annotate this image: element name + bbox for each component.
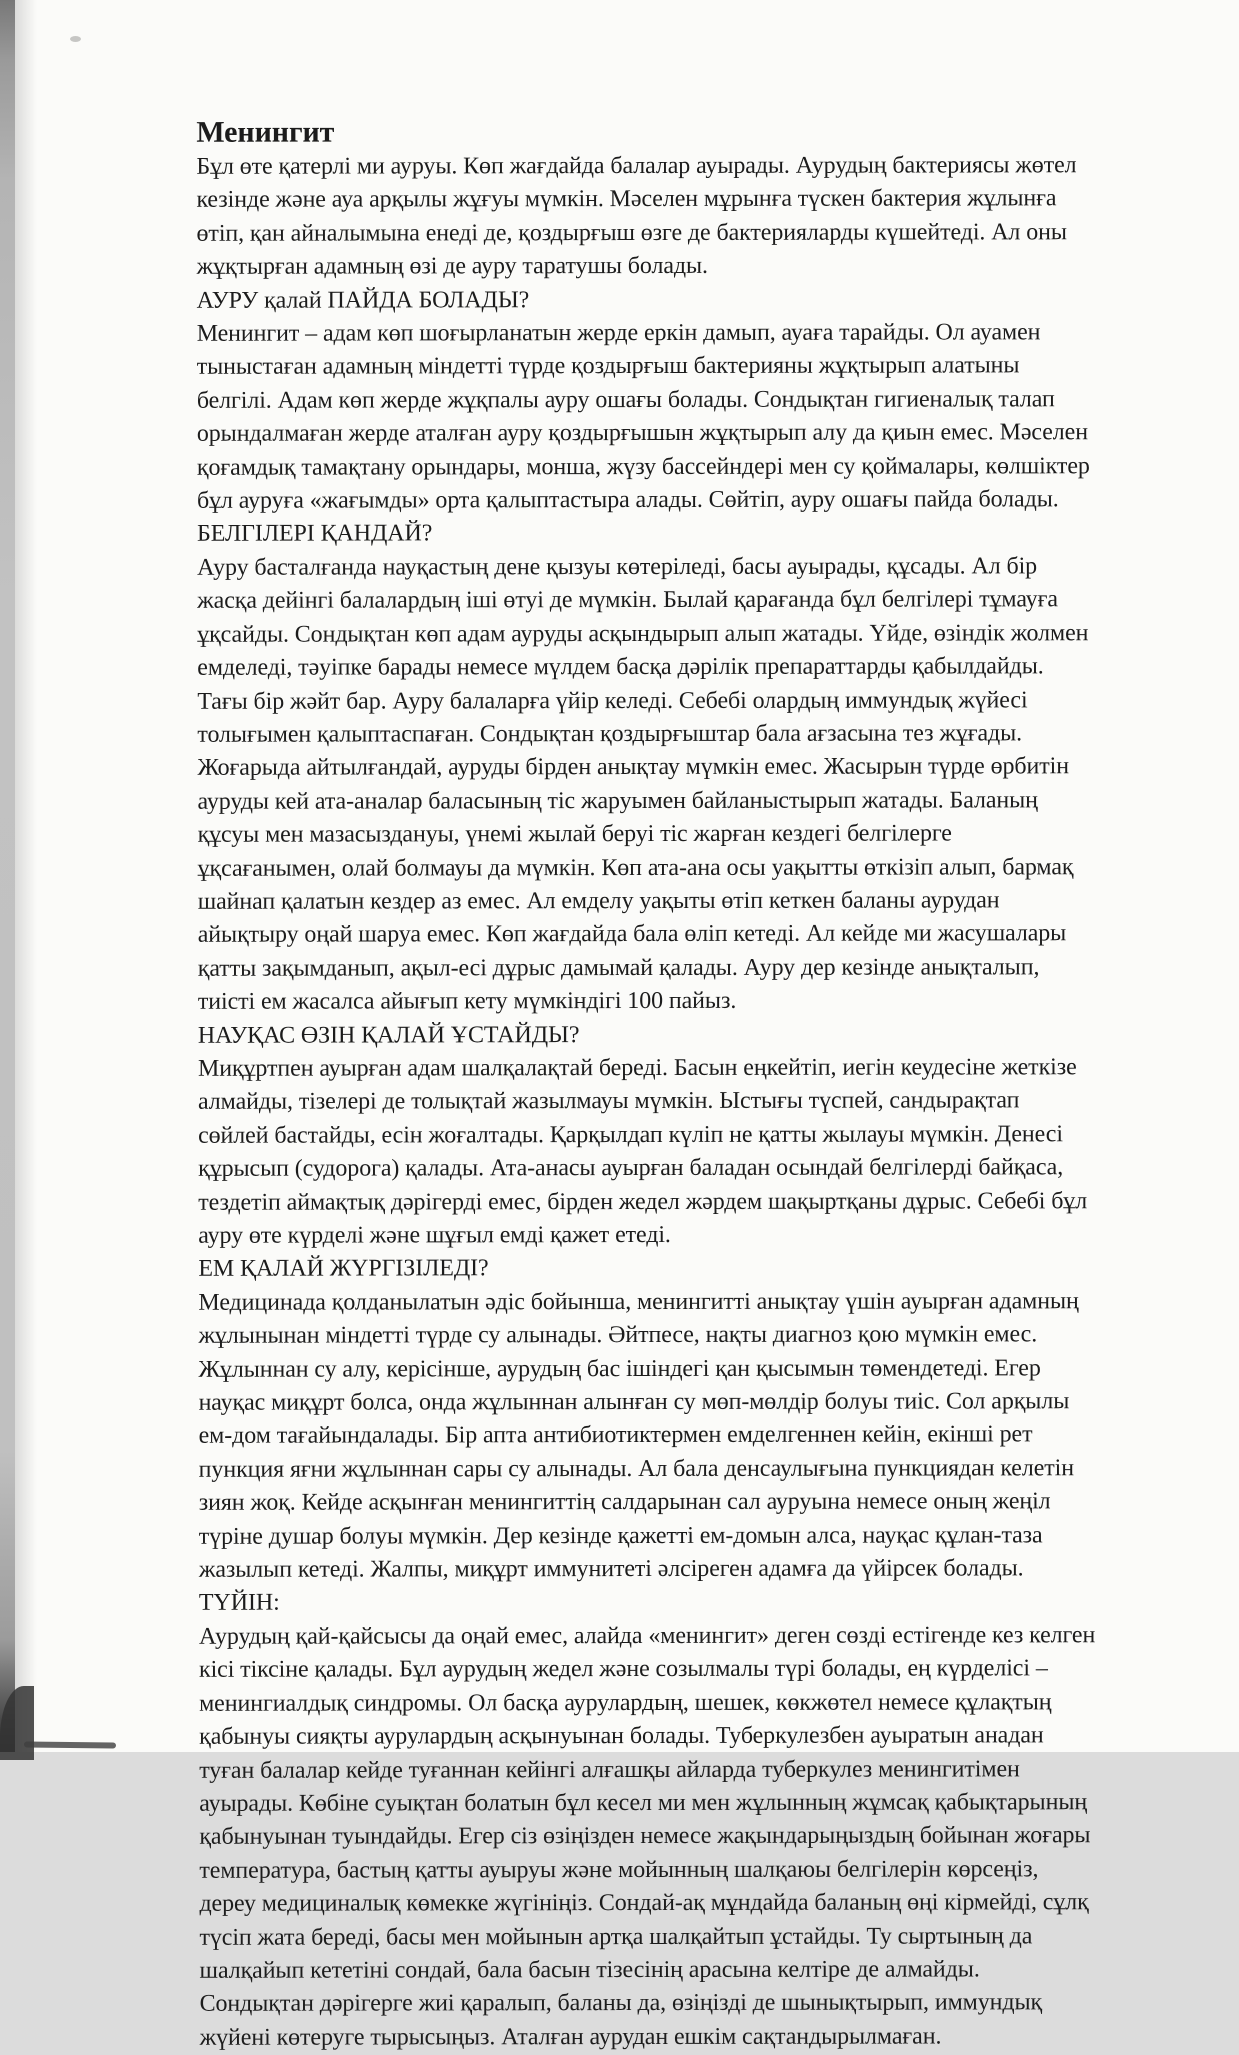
- section-heading: ТҮЙІН:: [198, 1590, 280, 1617]
- section-heading: НАУҚАС ӨЗІН ҚАЛАЙ ҰСТАЙДЫ?: [197, 1021, 580, 1049]
- document-title: Менингит: [196, 115, 335, 149]
- scan-edge-fade: [15, 0, 37, 1752]
- section-body: Медицинада қолданылатын әдіс бойынша, менингитті анықтау үшін ауырған адамның жұлынынан міндетті түрде су алынады. Әйтпесе, нақты диагноз қою мүмкін емес. Жұлыннан су алу, керісінше, аурудың бас ішіндегі қан қысымын төмендетеді. Егер науқас миқұрт болса, онда жұлыннан алынған су мөп-мөлдір болуы тиіс. Сол арқылы ем-дом тағайындалады. Бір апта антибиотиктермен емделгеннен кейін, екінші рет пункция яғни жұлыннан сары су алынады. Ал бала денсаулығына пункциядан келетін зиян жоқ. Кейде асқынған менингиттің салдарынан сал ауруына немесе оның жеңіл түріне душар болуы мүмкін. Дер кезінде қажетті ем-домын алса, науқас құлан-таза жазылып кетеді. Жалпы, миқұрт иммунитеті әлсіреген адамға да үйірсек болады.: [198, 1288, 1079, 1583]
- section-heading: БЕЛГІЛЕРІ ҚАНДАЙ?: [197, 520, 433, 548]
- document-sections: [196, 149, 1096, 2055]
- scan-speck: [70, 36, 81, 42]
- scan-bottom-mark: [24, 1742, 116, 1749]
- section-body: Бұл өте қатерлі ми ауруы. Көп жағдайда балалар ауырады. Аурудың бактериясы жөтел кезінде және ауа арқылы жұғуы мүмкін. Мәселен мұрынға түскен бактерия жұлынға өтіп, қан айналымына енеді де, қоздырғыш өзге де бактерияларды күшейтеді. Ал оны жұқтырған адамның өзі де ауру таратушы болады.: [196, 152, 1077, 281]
- section-heading: АУРУ қалай ПАЙДА БОЛАДЫ?: [196, 286, 530, 314]
- section-body: Миқұртпен ауырған адам шалқалақтай береді. Басын еңкейтіп, иегін кеудесіне жеткізе алмайды, тізелері де толықтай жазылмауы мүмкін. Ыстығы түспей, сандырақтап сөйлей бастайды, есін жоғалтады. Қарқылдап күліп не қатты жылауы мүмкін. Денесі құрысып (судорога) қалады. Ата-анасы ауырған баладан осындай белгілерді байқаса, тездетіп аймақтық дәрігерді емес, бірден жедел жәрдем шақыртқаны дұрыс. Себебі бұл ауру өте күрделі және шұғыл емді қажет етеді.: [197, 1054, 1088, 1249]
- section-heading: ЕМ ҚАЛАЙ ЖҮРГІЗІЛЕДІ?: [198, 1255, 489, 1283]
- document-text-block: [196, 113, 1096, 2055]
- section-body: Ауру басталғанда науқастың дене қызуы көтеріледі, басы ауырады, құсады. Ал бір жасқа дейінгі балалардың іші өтуі де мүмкін. Былай қарағанда бұл белгілері тұмауға ұқсайды. Сондықтан көп адам ауруды асқындырып алып жатады. Үйде, өзіндік жолмен емделеді, тәуіпке барады немесе мүлдем басқа дәрілік препараттарды қабылдайды. Тағы бір жәйт бар. Ауру балаларға үйір келеді. Себебі олардың иммундық жүйесі толығымен қалыптаспаған. Сондықтан қоздырғыштар бала ағзасына тез жұғады. Жоғарыда айтылғандай, ауруды бірден анықтау мүмкін емес. Жасырын түрде өрбитін ауруды кей ата-аналар баласының тіс жаруымен байланыстырып жатады. Баланың құсуы мен мазасыздануы, үнемі жылай беруі тіс жарған кездегі белгілерге ұқсағанымен, олай болмауы да мүмкін. Көп ата-ана осы уақытты өткізіп алып, бармақ шайнап қалатын кездер аз емес. Ал емделу уақыты өтіп кеткен баланы аурудан айықтыру оңай шаруа емес. Көп жағдайда бала өліп кетеді. Ал кейде ми жасушалары қатты зақымданып, ақыл-есі дұрыс дамымай қалады. Ауру дер кезінде анықталып, тиісті ем жасалса айығып кету мүмкіндігі 100 пайыз.: [197, 553, 1089, 1015]
- section-body: Аурудың қай-қайсысы да оңай емес, алайда «менингит» деген сөзді естігенде кез келген кісі тіксіне қалады. Бұл аурудың жедел және созылмалы түрі болады, ең күрделісі – менингиалдық синдромы. Ол басқа аурулардың, шешек, көкжөтел немесе құлақтың қабынуы сияқты аурулардың асқынуынан болады. Туберкулезбен ауыратын анадан туған балалар кейде туғаннан кейінгі алғашқы айларда туберкулез менингитімен ауырады. Көбіне суықтан болатын бұл кесел ми мен жұлынның жұмсақ қабықтарының қабынуынан туындайды. Егер сіз өзіңізден немесе жақындарыңыздың бойынан жоғары температура, бастың қатты ауыруы және мойынның шалқаюы белгілерін көрсеңіз, дереу медициналық көмекке жүгініңіз. Сондай-ақ мұндайда баланың өңі кірмейді, сұлқ түсіп жата береді, басы мен мойынын артқа шалқайтып ұстайды. Ту сыртының да шалқайып кететіні сондай, бала басын тізесінің арасына келтіре де алмайды. Сондықтан дәрігерге жиі қаралып, баланы да, өзіңізді де шынықтырып, иммундық жүйені көтеруге тырысыңыз. Аталған аурудан ешкім сақтандырылмаған.: [198, 1622, 1096, 2051]
- section-body: Менингит – адам көп шоғырланатын жерде еркін дамып, ауаға тарайды. Ол ауамен тыныстаған адамның міндетті түрде қоздырғыш бактерияны жұқтырып алатыны белгілі. Адам көп жерде жұқпалы ауру ошағы болады. Сондықтан гигиеналық талап орындалмаған жерде аталған ауру қоздырғышын жұқтырып алу да қиын емес. Мәселен қоғамдық тамақтану орындары, монша, жүзу бассейндері мен су қоймалары, көлшіктер бұл ауруға «жағымды» орта қалыптастыра алады. Сөйтіп, ауру ошағы пайда болады.: [196, 319, 1090, 514]
- scan-edge-shadow: [0, 0, 15, 1752]
